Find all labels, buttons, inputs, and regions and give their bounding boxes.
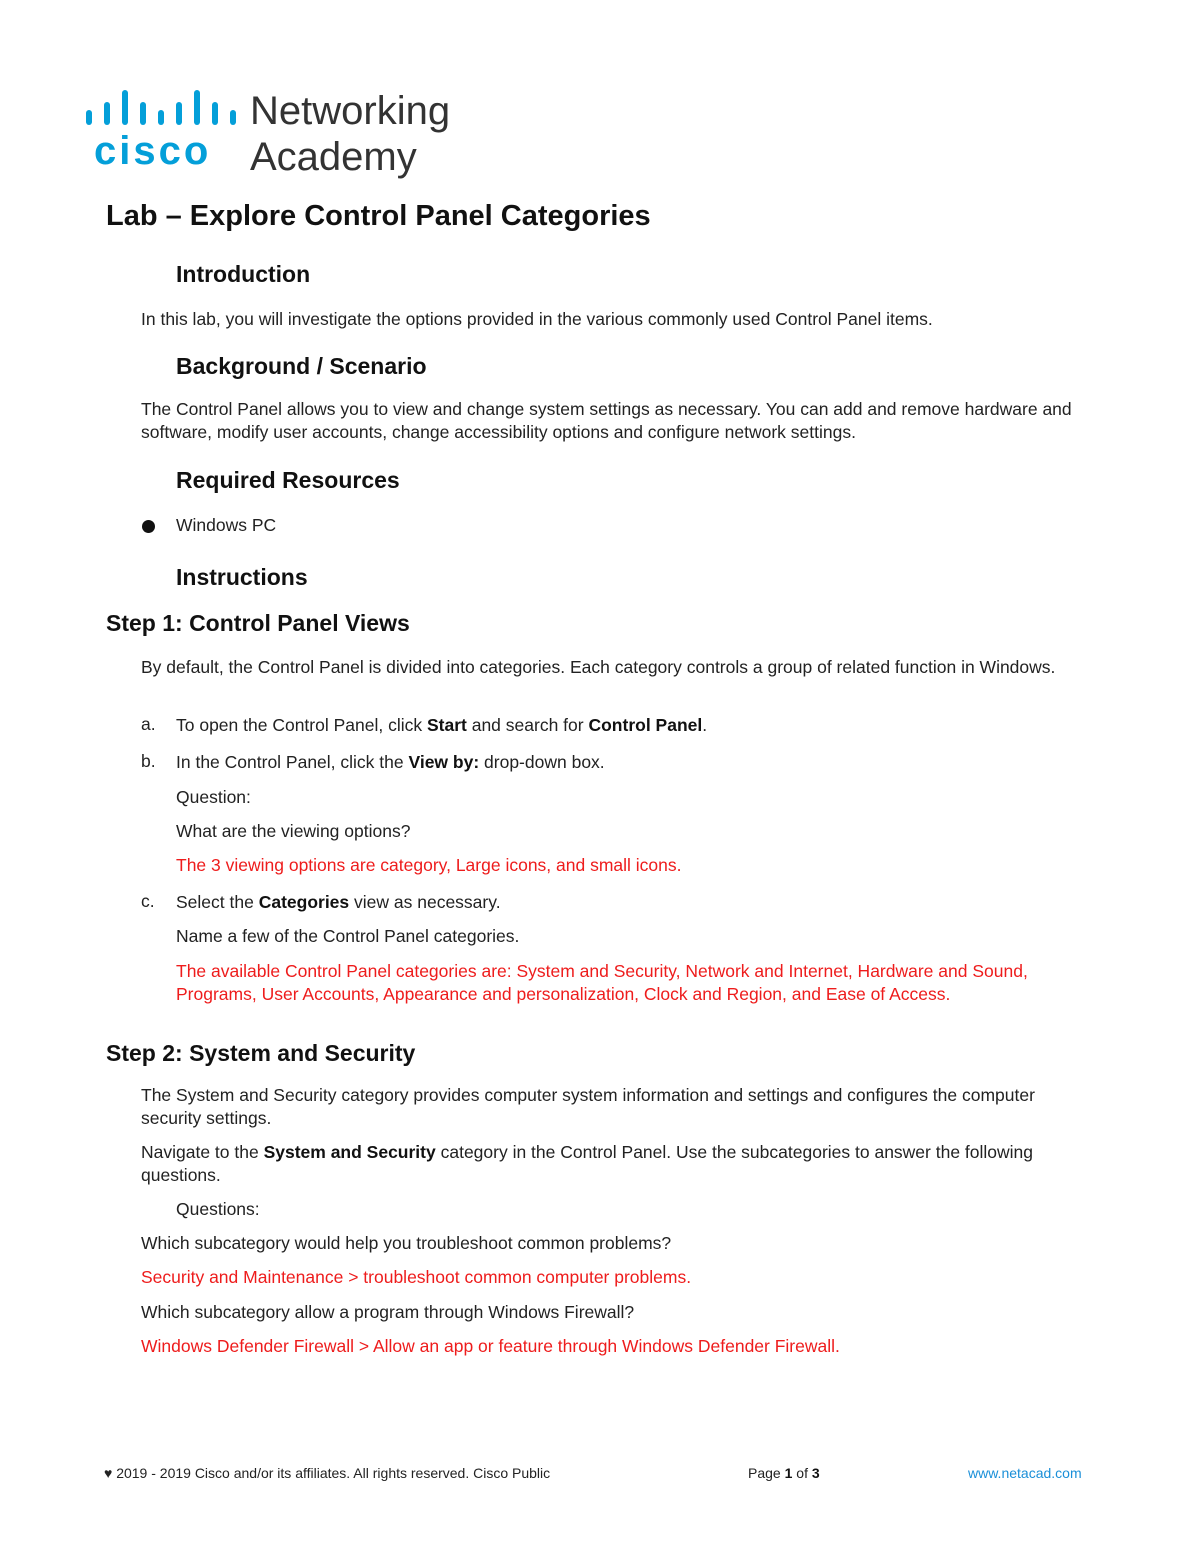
- introduction-text: In this lab, you will investigate the options provided in the various commonly used Control Panel items.: [141, 309, 933, 329]
- background-text: The Control Panel allows you to view and change system settings as necessary. You can add and remove hardware and software, modify user accounts, change accessibility options and configure network settings.: [141, 399, 1072, 442]
- question-label: Question:: [176, 787, 251, 807]
- step1-b-label: b.: [141, 751, 156, 771]
- step2-answer-1: Security and Maintenance > troubleshoot common computer problems.: [141, 1267, 692, 1287]
- footer-copyright: ♥ 2019 - 2019 Cisco and/or its affiliates. All rights reserved. Cisco Public: [104, 1465, 551, 1481]
- cisco-networking-academy-logo: [84, 88, 484, 180]
- background-heading: Background / Scenario: [176, 353, 427, 379]
- introduction-heading: Introduction: [176, 261, 311, 287]
- step1-answer: The 3 viewing options are category, Large icons, and small icons.: [176, 855, 682, 875]
- questions-label: Questions:: [176, 1199, 260, 1219]
- step2-question-2: Which subcategory allow a program through Windows Firewall?: [141, 1302, 635, 1322]
- step1-heading: Step 1: Control Panel Views: [106, 610, 410, 636]
- step1-b-text: In the Control Panel, click the View by: drop-down box.: [176, 752, 605, 772]
- step1-a-label: a.: [141, 714, 156, 734]
- cisco-wordmark: cisco: [94, 129, 212, 173]
- instructions-heading: Instructions: [176, 564, 308, 590]
- step2-text: The System and Security category provides computer system information and settings and configures the computer security settings.: [141, 1085, 1035, 1128]
- step1-a-text: To open the Control Panel, click Start and search for Control Panel.: [176, 715, 708, 735]
- footer-page-number: Page 1 of 3: [748, 1465, 820, 1481]
- step1-c-text: Select the Categories view as necessary.: [176, 892, 501, 912]
- step2-navigate-text: Navigate to the System and Security category in the Control Panel. Use the subcategories to answer the following questions.: [141, 1142, 1034, 1185]
- footer-website-container: [968, 1465, 1082, 1481]
- step1-question: What are the viewing options?: [176, 821, 411, 841]
- step2-answer-2: Windows Defender Firewall > Allow an app or feature through Windows Defender Firewall.: [141, 1336, 840, 1356]
- step2-question-1: Which subcategory would help you troubleshoot common problems?: [141, 1233, 672, 1253]
- logo-networking-text: Networking: [250, 89, 451, 133]
- step1-c-question: Name a few of the Control Panel categories.: [176, 926, 520, 946]
- logo-academy-text: Academy: [250, 135, 417, 179]
- cisco-bars-icon: [84, 88, 484, 180]
- step2-heading: Step 2: System and Security: [106, 1040, 416, 1066]
- resources-heading: Required Resources: [176, 467, 400, 493]
- bullet-icon: [142, 520, 155, 533]
- step1-text: By default, the Control Panel is divided into categories. Each category controls a group of related function in Windows.: [141, 657, 1056, 677]
- page-title: Lab – Explore Control Panel Categories: [106, 200, 651, 232]
- step1-c-answer: The available Control Panel categories are: System and Security, Network and Internet, Hardware and Sound, Programs, User Accounts, Appearance and personalization, Clock and Region, and Ease of Access.: [176, 961, 1028, 1004]
- footer-website-link[interactable]: www.netacad.com: [968, 1465, 1082, 1481]
- step1-c-label: c.: [141, 891, 155, 911]
- resource-item: Windows PC: [176, 515, 277, 535]
